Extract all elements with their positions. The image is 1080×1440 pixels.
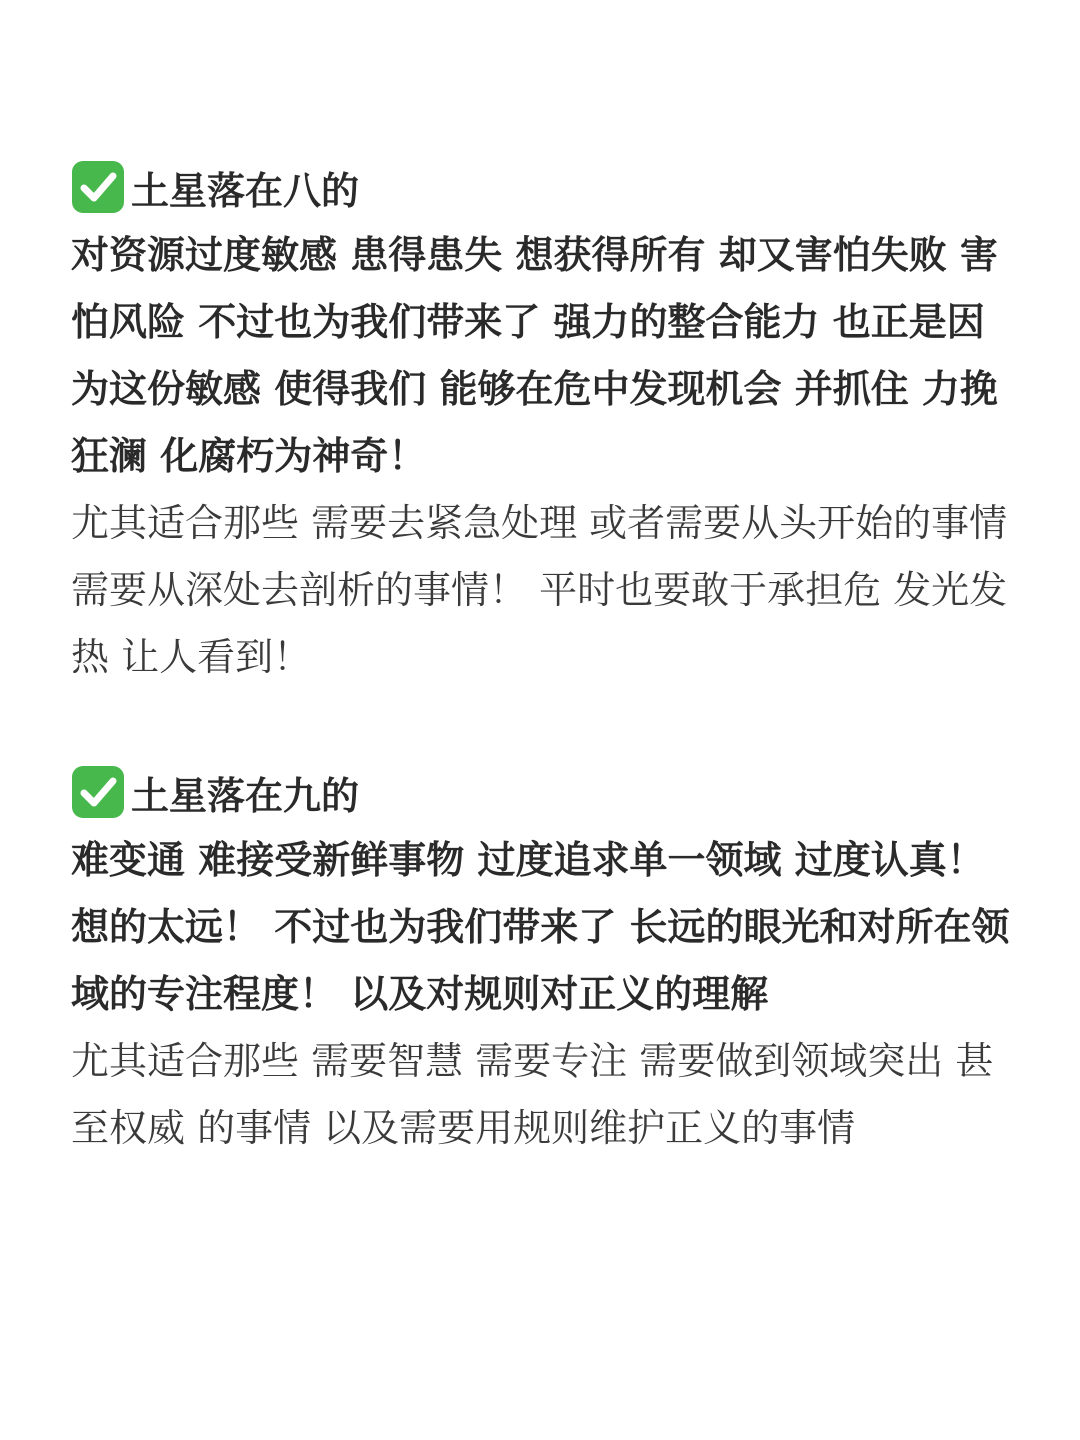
section-title: 土星落在九的 bbox=[131, 773, 360, 818]
section-heading bbox=[71, 152, 1011, 222]
bold-paragraph: 对资源过度敏感 患得患失 想获得所有 却又害怕失败 害怕风险 不过也为我们带来了 强力的整合能力 也正是因为这份敏感 使得我们 能够在危中发现机会 并抓住 力挽狂澜 化腐朽为神奇！ bbox=[71, 233, 998, 478]
bold-paragraph: 难变通 难接受新鲜事物 过度追求单一领域 过度认真！想的太远！ 不过也为我们带来了 长远的眼光和对所在领域的专注程度！ 以及对规则对正义的理解 bbox=[71, 838, 1010, 1016]
normal-paragraph: 尤其适合那些 需要智慧 需要专注 需要做到领域突出 甚至权威 的事情 以及需要用规则维护正义的事情 bbox=[71, 1039, 994, 1150]
section-saturn-eighth bbox=[71, 152, 1011, 691]
section-heading bbox=[71, 757, 1011, 827]
normal-paragraph: 尤其适合那些 需要去紧急处理 或者需要从头开始的事情 需要从深处去剖析的事情！ 平时也要敢于承担危 发光发热 让人看到！ bbox=[71, 501, 1008, 679]
check-mark-button-icon bbox=[71, 765, 125, 819]
section-saturn-ninth bbox=[71, 757, 1011, 1162]
check-mark-button-icon bbox=[71, 160, 125, 214]
section-title: 土星落在八的 bbox=[131, 168, 360, 213]
